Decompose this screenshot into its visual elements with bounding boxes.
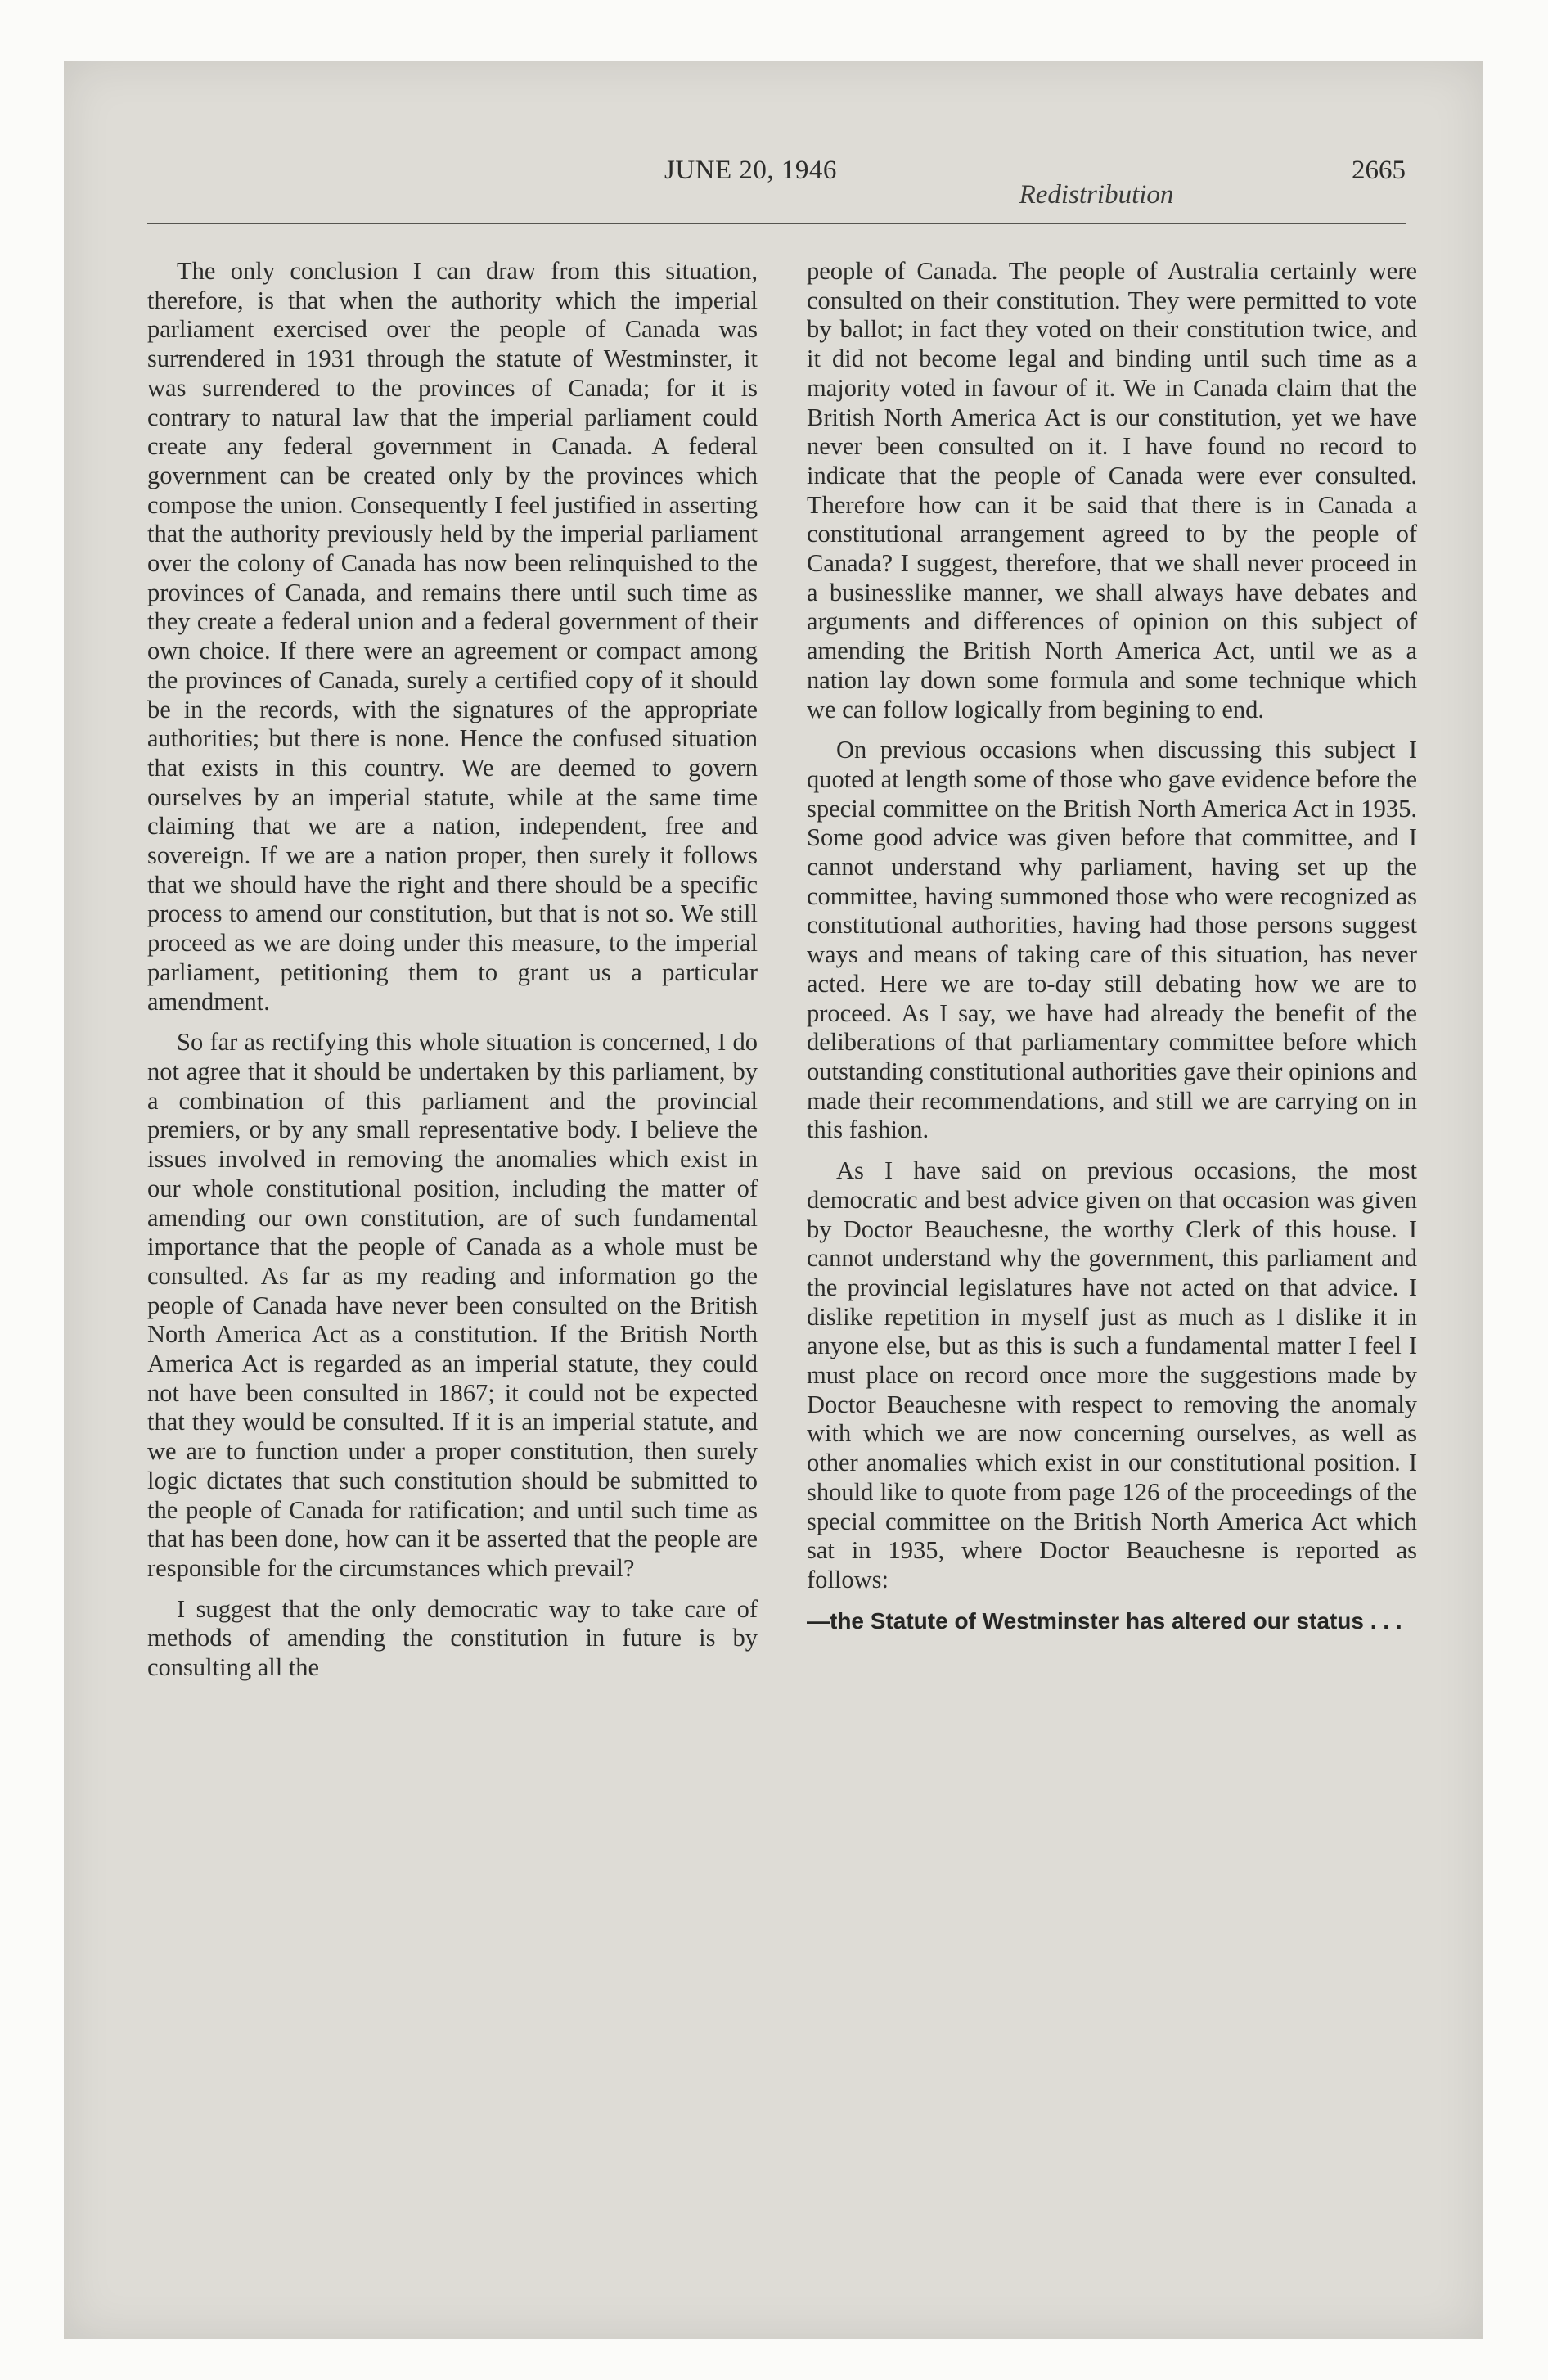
header-page-number: 2665: [1352, 156, 1406, 185]
left-column: [147, 257, 758, 1694]
page-header: [147, 156, 1406, 221]
left-paragraph-2: So far as rectifying this whole situation is concerned, I do not agree that it should be undertaken by this parliament, by a combination of this parliament and the provincial premiers, or by any small representative body. I believe the issues involved in removing the anomalies which exist in our whole constitutional position, including the matter of amending our own constitution, are of such fundamental importance that the people of Canada as a whole must be consulted. As far as my reading and information go the people of Canada have never been consulted on the British North America Act as a constitution. If the British North America Act is regarded as an imperial statute, they could not have been consulted in 1867; it could not be expected that they would be consulted. If it is an imperial statute, and we are to function under a proper constitution, then surely logic dictates that such constitution should be submitted to the people of Canada for ratification; and until such time as that has been done, how can it be asserted that the people are responsible for the circumstances which prevail?: [147, 1028, 758, 1582]
left-paragraph-3: I suggest that the only democratic way to take care of methods of amending the constitution in future is by consulting all the: [147, 1594, 758, 1682]
right-paragraph-3: As I have said on previous occasions, the most democratic and best advice given on that occasion was given by Doctor Beauchesne, the worthy Clerk of this house. I cannot understand why the government, this parliament and the provincial legislatures have not acted on that advice. I dislike repetition in myself just as much as I dislike it in anyone else, but as this is such a fundamental matter I feel I must place on record once more the suggestions made by Doctor Beauchesne with respect to removing the anomaly with which we are now concerning ourselves, as well as other anomalies which exist in our constitutional position. I should like to quote from page 126 of the proceedings of the special committee on the British North America Act which sat in 1935, where Doctor Beauchesne is reported as follows:: [807, 1156, 1417, 1593]
right-column: [807, 257, 1417, 1647]
left-paragraph-1: The only conclusion I can draw from this situation, therefore, is that when the authority which the imperial parliament exercised over the people of Canada was surrendered in 1931 through the statute of Westminster, it was surrendered to the provinces of Canada; for it is contrary to natural law that the imperial parliament could create any federal government in Canada. A federal government can be created only by the provinces which compose the union. Consequently I feel justified in asserting that the authority previously held by the imperial parliament over the colony of Canada has now been relinquished to the provinces of Canada, and remains there until such time as they create a federal union and a federal government of their own choice. If there were an agreement or compact among the provinces of Canada, surely a certified copy of it should be in the records, with the signatures of the appropriate authorities; but there is none. Hence the confused situation that exists in this country. We are deemed to govern ourselves by an imperial statute, while at the same time claiming that we are a nation, independent, free and sovereign. If we are a nation proper, then surely it follows that we should have the right and there should be a specific process to amend our constitution, but that is not so. We still proceed as we are doing under this measure, to the imperial parliament, petitioning them to grant us a particular amendment.: [147, 257, 758, 1016]
header-date: JUNE 20, 1946: [664, 156, 837, 185]
header-rule: [147, 223, 1406, 224]
right-continued-paragraph: people of Canada. The people of Australia certainly were consulted on their constitution. They were permitted to vote by ballot; in fact they voted on their constitution twice, and it did not become legal and binding until such time as a majority voted in favour of it. We in Canada claim that the British North America Act is our constitution, yet we have never been consulted on it. I have found no record to indicate that the people of Canada were ever consulted. Therefore how can it be said that there is in Canada a constitutional arrangement agreed to by the people of Canada? I suggest, therefore, that we shall never proceed in a businesslike manner, we shall always have debates and arguments and differences of opinion on this subject of amending the British North America Act, until we as a nation lay down some formula and some technique which we can follow logically from begining to end.: [807, 257, 1417, 723]
block-quote: —the Statute of Westminster has altered our status . . .: [807, 1607, 1402, 1634]
header-section-title: Redistribution: [1019, 180, 1174, 210]
right-paragraph-2: On previous occasions when discussing this subject I quoted at length some of those who gave evidence before the special committee on the British North America Act in 1935. Some good advice was given before that committee, and I cannot understand why parliament, having set up the committee, having summoned those who were recognized as constitutional authorities, having had those persons suggest ways and means of taking care of this situation, has never acted. Here we are to-day still debating how we are to proceed. As I say, we have had already the benefit of the deliberations of that parliamentary committee before which outstanding constitutional authorities gave their opinions and made their recommendations, and still we are carrying on in this fashion.: [807, 736, 1417, 1144]
